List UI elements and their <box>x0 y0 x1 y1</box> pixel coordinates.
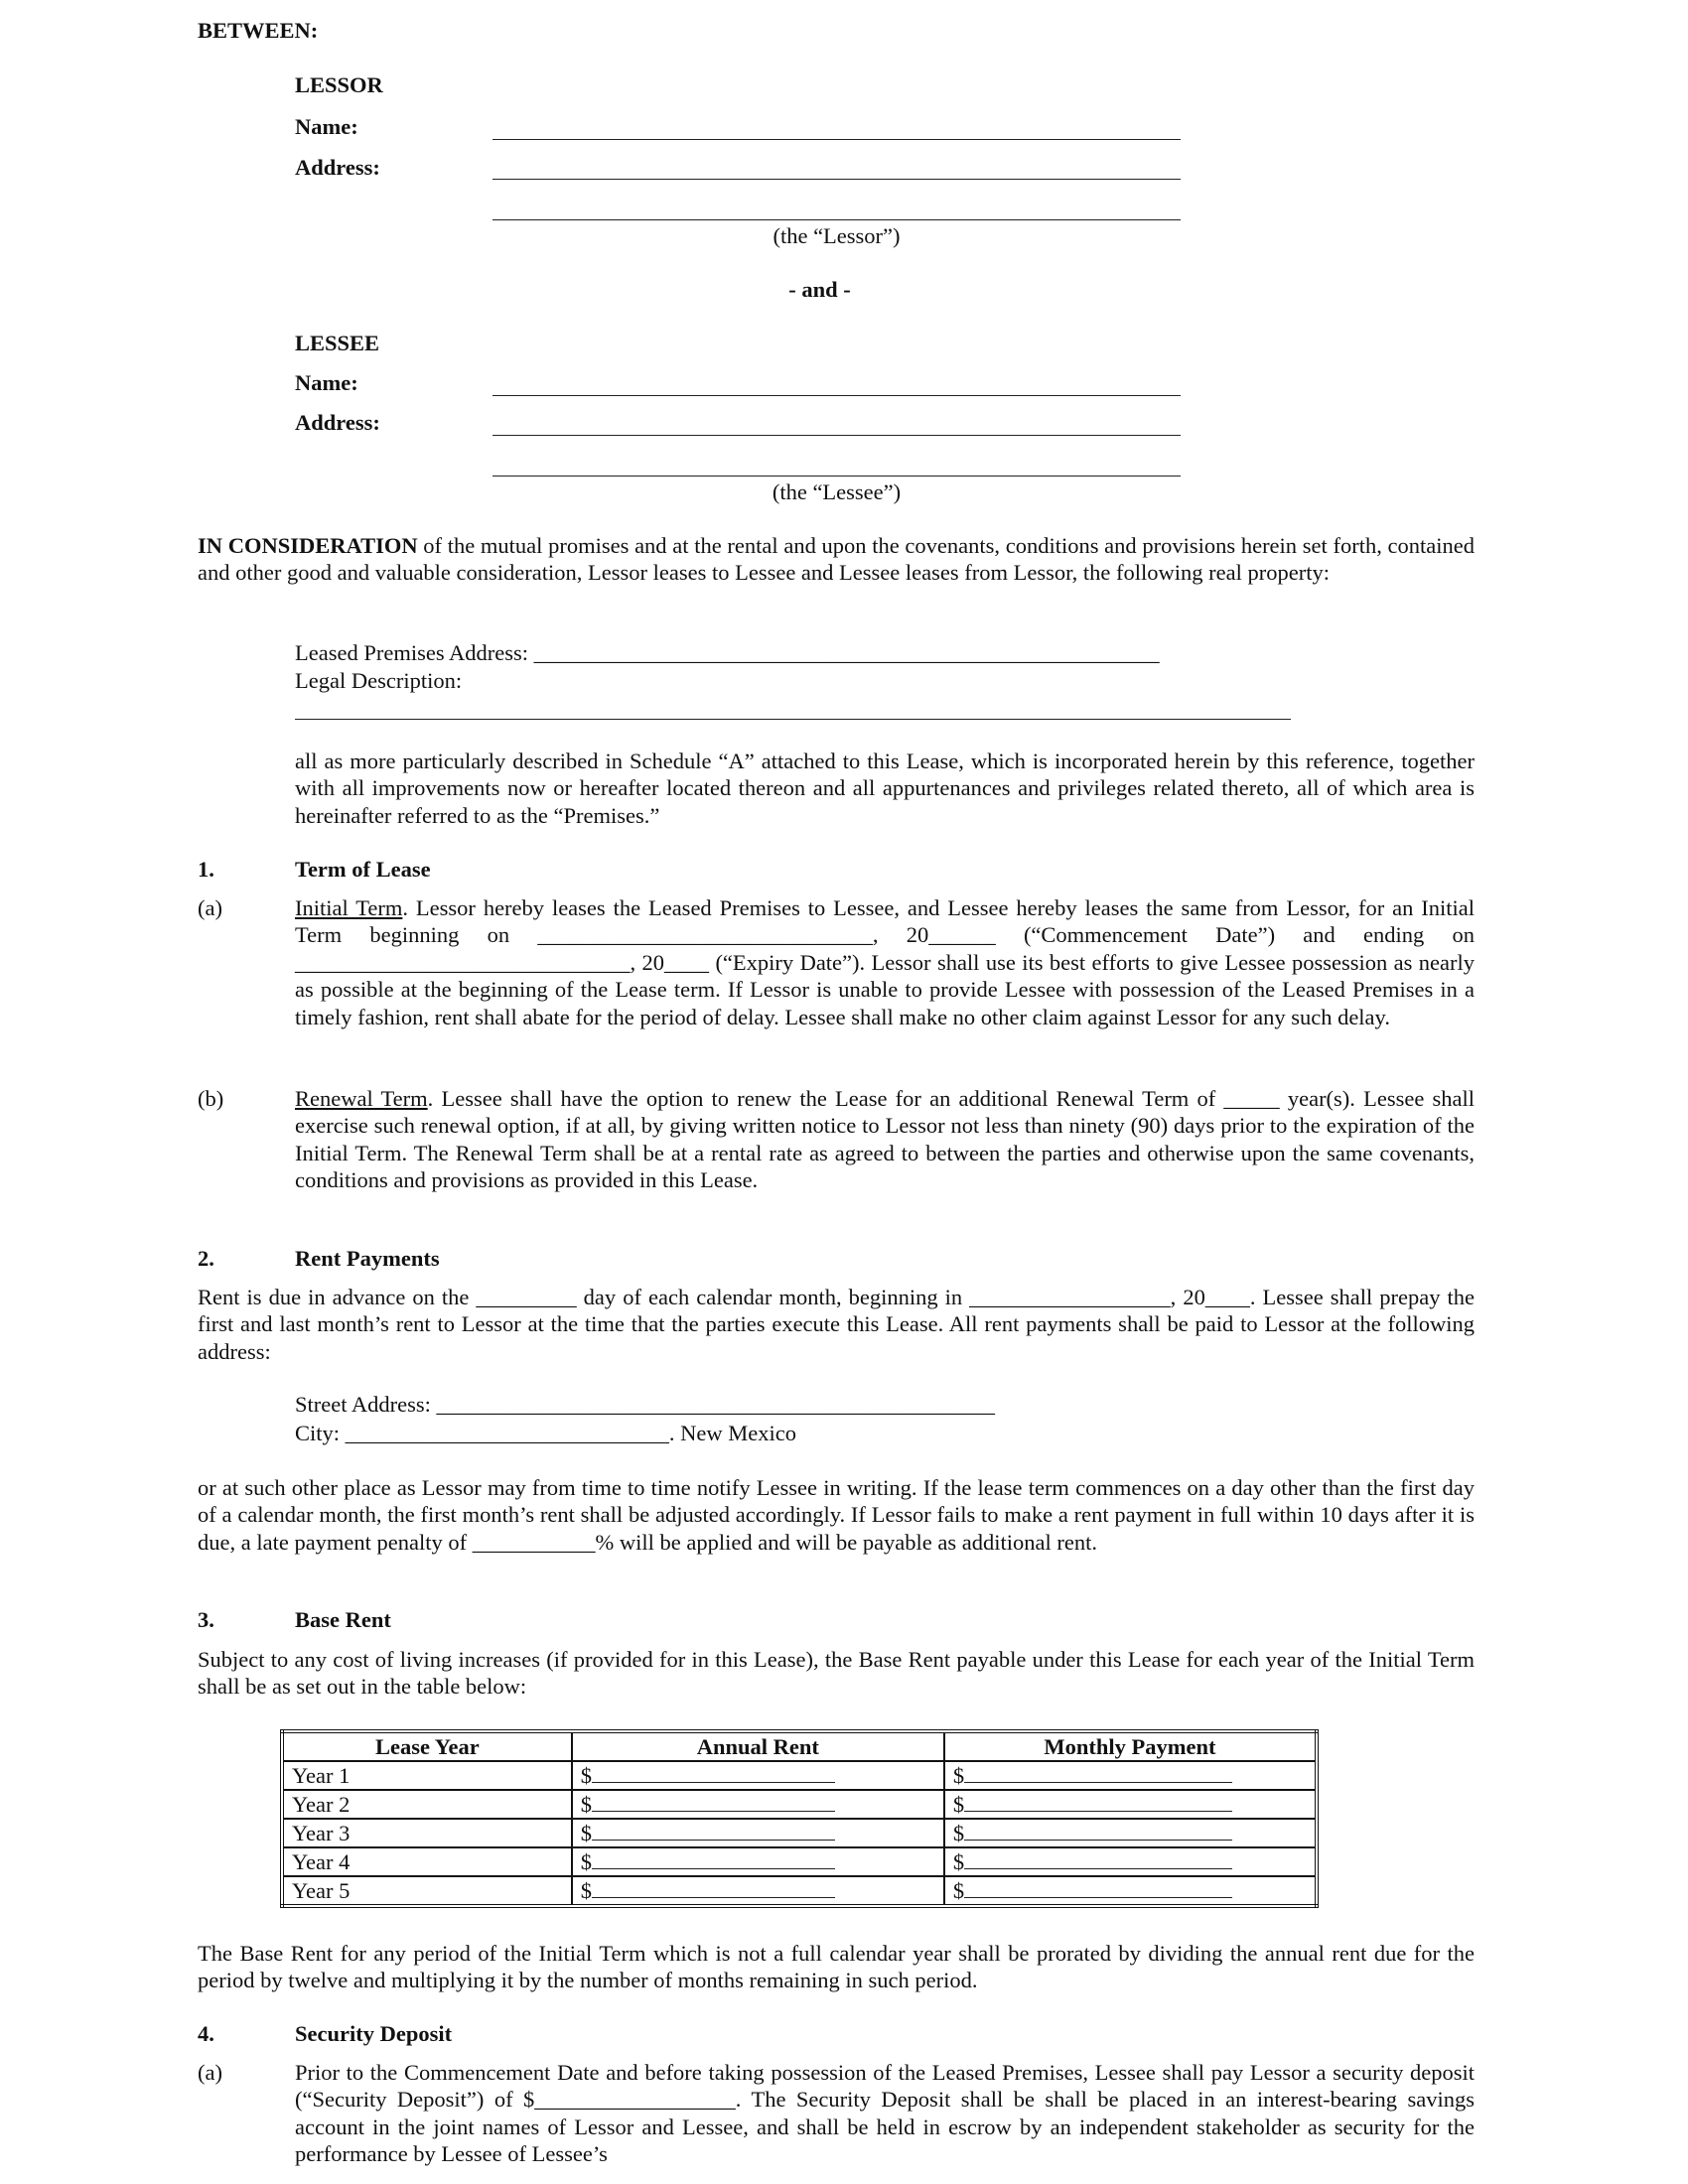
dollar-sign: $ <box>952 1763 965 1788</box>
monthly-payment-blank[interactable] <box>964 1793 1232 1812</box>
lease-year-cell: Year 4 <box>282 1847 572 1876</box>
lessor-caption: (the “Lessor”) <box>773 223 901 248</box>
annual-rent-cell[interactable] <box>572 1876 944 1906</box>
lessor-name-field[interactable] <box>492 139 1181 140</box>
between-label: BETWEEN: <box>198 18 319 43</box>
header-annual-rent: Annual Rent <box>572 1731 944 1761</box>
section-3-title: Base Rent <box>295 1607 391 1632</box>
monthly-payment-blank[interactable] <box>964 1879 1232 1898</box>
monthly-payment-cell[interactable] <box>944 1876 1317 1906</box>
section-1b-label: (b) <box>198 1086 224 1111</box>
lessor-heading: LESSOR <box>295 72 383 97</box>
annual-rent-blank[interactable] <box>592 1850 835 1869</box>
annual-rent-cell[interactable] <box>572 1761 944 1790</box>
table-row <box>282 1790 1317 1819</box>
street-address-label: Street Address: __________________________________________________ <box>295 1392 995 1417</box>
initial-term-body: . Lessor hereby leases the Leased Premises to Lessee, and Lessee hereby leases the same from Lessor, for an Initial Term beginning on ______________________________, 20______ (“Commencement Date”) and ending on ______________________________, 20____ (“Expiry Date”). Lessor shall use its best efforts to give Lessee possession as nearly as possible at the beginning of the Lease term. If Lessor is unable to provide Lessee with possession of the Leased Premises in a timely fashion, rent shall abate for the period of delay. Lessee shall make no other claim against Lessor for any such delay. <box>295 895 1475 1029</box>
section-1a-text <box>295 894 1475 1030</box>
section-4-number: 4. <box>198 2021 214 2046</box>
table-row <box>282 1847 1317 1876</box>
monthly-payment-blank[interactable] <box>964 1764 1232 1783</box>
monthly-payment-blank[interactable] <box>964 1822 1232 1841</box>
base-rent-text: Subject to any cost of living increases (if provided for in this Lease), the Base Rent payable under this Lease for each year of the Initial Term shall be as set out in the table below: <box>198 1647 1475 1700</box>
annual-rent-cell[interactable] <box>572 1847 944 1876</box>
base-rent-table <box>280 1729 1319 1908</box>
dollar-sign: $ <box>952 1821 965 1845</box>
monthly-payment-cell[interactable] <box>944 1761 1317 1790</box>
lessee-address-field-1[interactable] <box>492 435 1181 436</box>
annual-rent-blank[interactable] <box>592 1822 835 1841</box>
city-label: City: _____________________________. New Mexico <box>295 1421 796 1445</box>
legal-description-label: Legal Description: <box>295 668 463 693</box>
lessee-name-field[interactable] <box>492 395 1181 396</box>
lessor-name-label: Name: <box>295 114 358 139</box>
annual-rent-cell[interactable] <box>572 1790 944 1819</box>
initial-term-heading: Initial Term <box>295 895 403 920</box>
dollar-sign: $ <box>580 1792 592 1817</box>
table-row <box>282 1876 1317 1906</box>
annual-rent-blank[interactable] <box>592 1793 835 1812</box>
table-row <box>282 1819 1317 1847</box>
monthly-payment-cell[interactable] <box>944 1847 1317 1876</box>
renewal-term-heading: Renewal Term <box>295 1086 428 1111</box>
and-separator: - and - <box>788 277 851 302</box>
lessee-heading: LESSEE <box>295 331 380 355</box>
rent-payments-text: Rent is due in advance on the _________ day of each calendar month, beginning in __________________, 20____. Lessee shall prepay the first and last month’s rent to Lessor at the time that the parties execute this Lease. All rent payments shall be paid to Lessor at the following address: <box>198 1285 1475 1364</box>
base-rent-proration-text: The Base Rent for any period of the Initial Term which is not a full calendar year shall be prorated by dividing the annual rent due for the period by twelve and multiplying it by the number of months remaining in such period. <box>198 1941 1475 1993</box>
section-2-title: Rent Payments <box>295 1246 440 1271</box>
section-4a-text: Prior to the Commencement Date and before taking possession of the Leased Premises, Lessee shall pay Lessor a security deposit (“Security Deposit”) of $__________________. The Security Deposit shall be shall be placed in an interest-bearing savings account in the joint names of Lessor and Lessee, and shall be held in escrow by an independent stakeholder as security for the performance by Lessee of Lessee’s <box>295 2060 1475 2167</box>
section-4-title: Security Deposit <box>295 2021 453 2046</box>
lease-year-cell: Year 2 <box>282 1790 572 1819</box>
dollar-sign: $ <box>580 1821 592 1845</box>
lease-year-cell: Year 1 <box>282 1761 572 1790</box>
annual-rent-cell[interactable] <box>572 1819 944 1847</box>
annual-rent-blank[interactable] <box>592 1764 835 1783</box>
premises-description: all as more particularly described in Schedule “A” attached to this Lease, which is incorporated herein by this reference, together with all improvements now or hereafter located thereon and all appurtenances and privileges related thereto, all of which area is hereinafter referred to as the “Premises.” <box>295 749 1475 828</box>
lease-year-cell: Year 5 <box>282 1876 572 1906</box>
consideration-paragraph <box>198 532 1475 587</box>
premises-address-label: Leased Premises Address: ________________________________________________________ <box>295 640 1160 665</box>
dollar-sign: $ <box>580 1878 592 1903</box>
annual-rent-blank[interactable] <box>592 1879 835 1898</box>
lessee-address-field-2[interactable] <box>492 476 1181 477</box>
dollar-sign: $ <box>952 1878 965 1903</box>
header-monthly-payment: Monthly Payment <box>944 1731 1317 1761</box>
section-1-number: 1. <box>198 857 214 882</box>
header-lease-year: Lease Year <box>282 1731 572 1761</box>
legal-description-field[interactable] <box>295 719 1291 720</box>
table-row <box>282 1761 1317 1790</box>
consideration-text: of the mutual promises and at the rental and upon the covenants, conditions and provisions herein set forth, contained and other good and valuable consideration, Lessor leases to Lessee and Lessee leases from Lessor, the following real property: <box>198 533 1475 586</box>
monthly-payment-cell[interactable] <box>944 1819 1317 1847</box>
renewal-term-body: . Lessee shall have the option to renew the Lease for an additional Renewal Term of _____ year(s). Lessee shall exercise such renewal option, if at all, by giving written notice to Lessor not less than ninety (90) days prior to the expiration of the Initial Term. The Renewal Term shall be at a rental rate as agreed to between the parties and otherwise upon the same covenants, conditions and provisions as provided in this Lease. <box>295 1086 1475 1193</box>
lease-year-cell: Year 3 <box>282 1819 572 1847</box>
section-3-number: 3. <box>198 1607 214 1632</box>
section-1b-text <box>295 1085 1475 1194</box>
lessee-address-label: Address: <box>295 410 380 435</box>
section-1-title: Term of Lease <box>295 857 431 882</box>
table-header-row <box>282 1731 1317 1761</box>
section-2-number: 2. <box>198 1246 214 1271</box>
section-4a-label: (a) <box>198 2060 222 2085</box>
monthly-payment-cell[interactable] <box>944 1790 1317 1819</box>
dollar-sign: $ <box>952 1792 965 1817</box>
dollar-sign: $ <box>580 1849 592 1874</box>
consideration-lead: IN CONSIDERATION <box>198 533 418 558</box>
dollar-sign: $ <box>580 1763 592 1788</box>
lessee-caption: (the “Lessee”) <box>772 479 902 504</box>
monthly-payment-blank[interactable] <box>964 1850 1232 1869</box>
section-1a-label: (a) <box>198 895 222 920</box>
lessor-address-field-2[interactable] <box>492 219 1181 220</box>
lessee-name-label: Name: <box>295 370 358 395</box>
rent-payments-text-2: or at such other place as Lessor may from time to time notify Lessee in writing. If the lease term commences on a day other than the first day of a calendar month, the first month’s rent shall be adjusted accordingly. If Lessor fails to make a rent payment in full within 10 days after it is due, a late payment penalty of ___________% will be applied and will be payable as additional rent. <box>198 1475 1475 1555</box>
lessor-address-field-1[interactable] <box>492 179 1181 180</box>
lessor-address-label: Address: <box>295 155 380 180</box>
dollar-sign: $ <box>952 1849 965 1874</box>
